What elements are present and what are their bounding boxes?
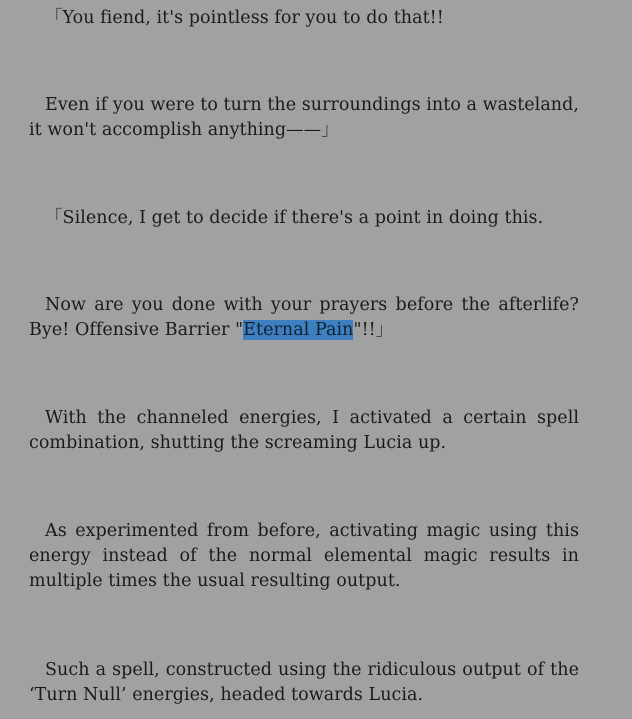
paragraph-1-text: 「You fiend, it's pointless for you to do that!! [45,8,444,28]
paragraph-2-text: Even if you were to turn the surroundings into a wasteland, it won't accomplish anything——」 [29,95,579,140]
paragraph-3[interactable] [29,206,579,231]
paragraph-5-text: With the channeled energies, I activated a certain spell combination, shutting the screaming Lucia up. [29,408,579,453]
paragraph-7-text: Such a spell, constructed using the ridiculous output of the ‘Turn Null’ energies, headed towards Lucia. [29,660,579,705]
paragraph-4-text-after: "!!」 [353,320,394,340]
paragraph-5[interactable] [29,406,579,456]
paragraph-4-text-before: Now are you done with your prayers before the afterlife? Bye! Offensive Barrier " [29,295,579,340]
selected-text-highlight[interactable]: Eternal Pain [243,320,354,340]
paragraph-3-text: 「Silence, I get to decide if there's a point in doing this. [45,208,544,228]
paragraph-7[interactable] [29,658,579,708]
paragraph-6-text: As experimented from before, activating magic using this energy instead of the normal elemental magic results in multiple times the usual resulting output. [29,521,579,591]
paragraph-4[interactable] [29,293,579,343]
paragraph-1[interactable] [29,6,579,31]
paragraph-6[interactable] [29,519,579,594]
paragraph-2[interactable] [29,93,579,143]
